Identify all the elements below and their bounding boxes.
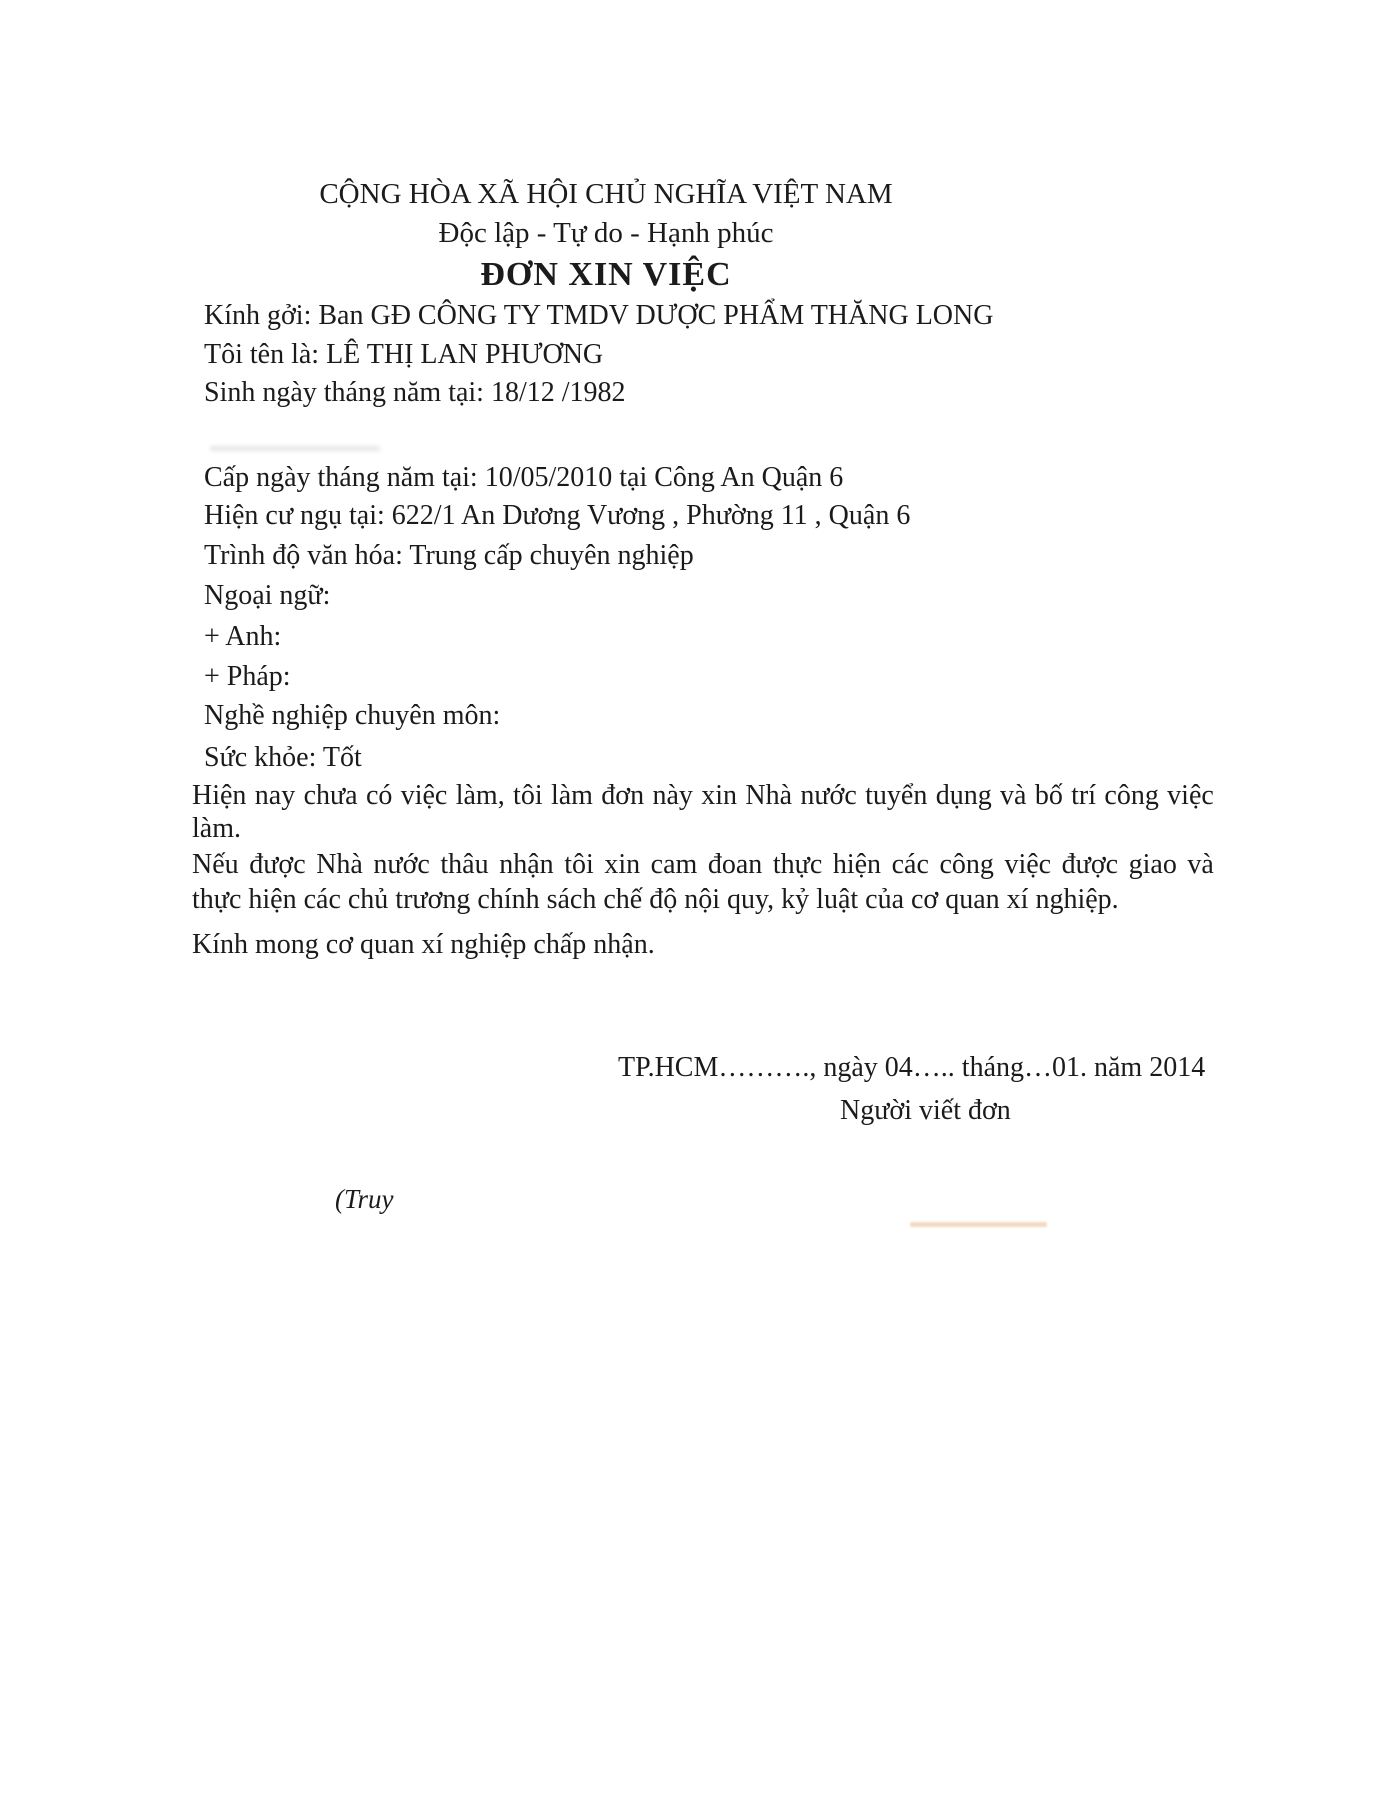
field-id-issue-date: Cấp ngày tháng năm tại: 10/05/2010 tại Công An Quận 6	[204, 462, 844, 493]
field-full-name: Tôi tên là: LÊ THỊ LAN PHƯƠNG	[204, 339, 604, 370]
field-education-level: Trình độ văn hóa: Trung cấp chuyên nghiệp	[204, 540, 694, 571]
field-health: Sức khỏe: Tốt	[204, 742, 362, 773]
paragraph-2-line-2: thực hiện các chủ trương chính sách chế độ nội quy, kỷ luật của cơ quan xí nghiệp.	[192, 884, 1119, 915]
scan-smudge-artifact	[210, 446, 380, 451]
field-birth-date: Sinh ngày tháng năm tại: 18/12 /1982	[204, 377, 626, 408]
field-language-english: + Anh:	[204, 621, 282, 652]
paragraph-1-line-1: Hiện nay chưa có việc làm, tôi làm đơn này xin Nhà nước tuyển dụng và bố trí công việc	[192, 780, 1214, 811]
national-title: CỘNG HÒA XÃ HỘI CHỦ NGHĨA VIỆT NAM	[319, 178, 893, 210]
field-current-address: Hiện cư ngụ tại: 622/1 An Dương Vương , Phường 11 , Quận 6	[204, 500, 911, 531]
national-motto: Độc lập - Tự do - Hạnh phúc	[438, 217, 774, 249]
paragraph-3-line-1: Kính mong cơ quan xí nghiệp chấp nhận.	[192, 929, 655, 960]
signer-label: Người viết đơn	[840, 1095, 1011, 1126]
field-language-french: + Pháp:	[204, 661, 291, 692]
scan-streak-artifact	[910, 1222, 1047, 1227]
field-profession: Nghề nghiệp chuyên môn:	[204, 700, 501, 731]
document-title: ĐƠN XIN VIỆC	[480, 256, 732, 293]
field-recipient: Kính gởi: Ban GĐ CÔNG TY TMDV DƯỢC PHẨM THĂNG LONG	[204, 300, 994, 331]
date-line: TP.HCM………., ngày 04….. tháng…01. năm 2014	[618, 1052, 1206, 1083]
field-foreign-languages: Ngoại ngữ:	[204, 580, 331, 611]
paragraph-1-line-2: làm.	[192, 813, 241, 844]
paragraph-2-line-1: Nếu được Nhà nước thâu nhận tôi xin cam đoan thực hiện các công việc được giao và	[192, 849, 1214, 880]
partial-note: (Truy	[335, 1184, 394, 1214]
